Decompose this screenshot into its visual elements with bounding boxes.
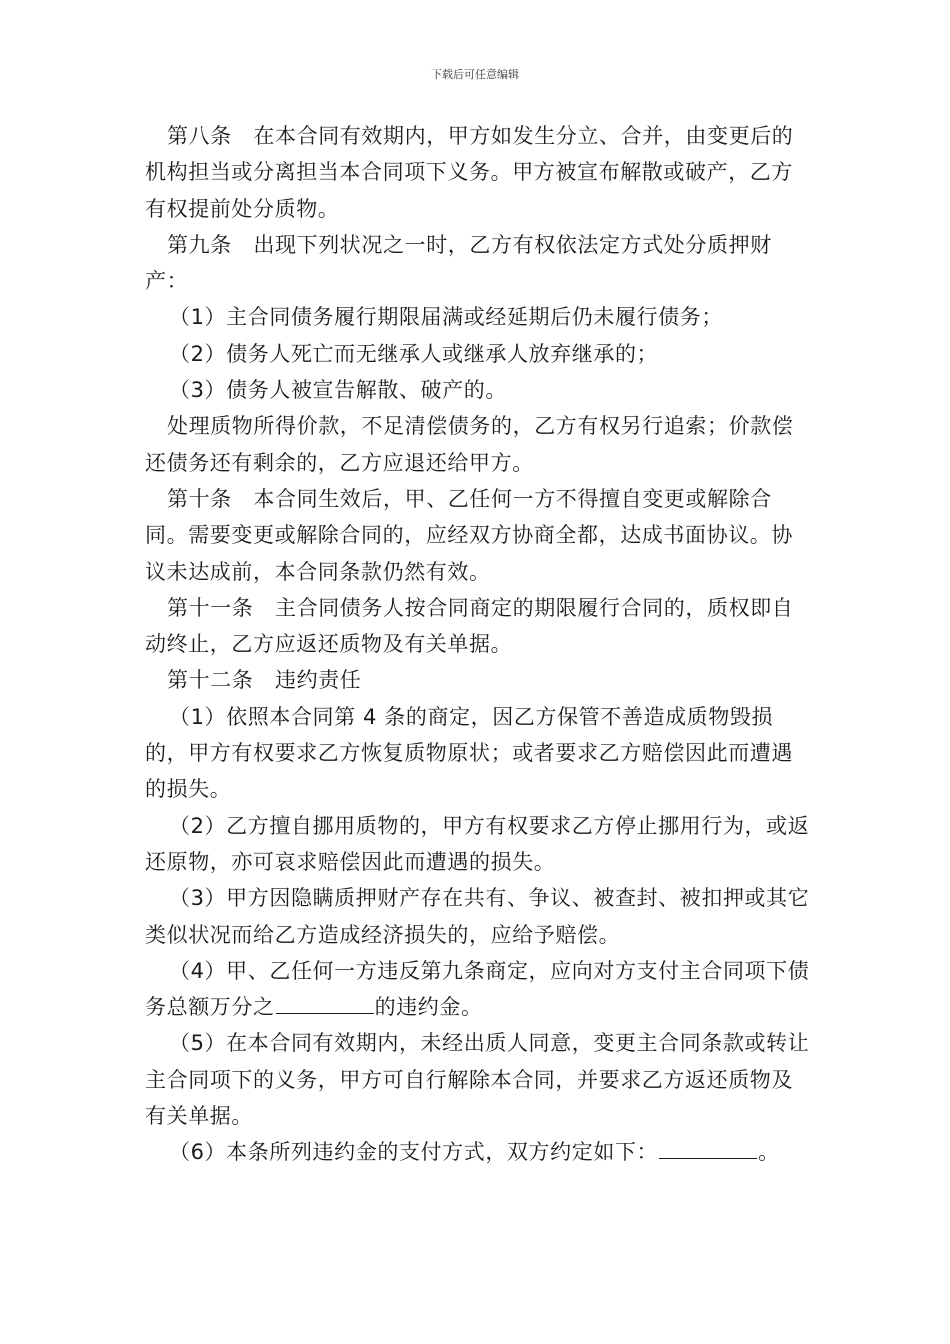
article-12-item-4 [145, 953, 813, 1026]
contract-body [145, 118, 813, 1171]
article-12-item-6-text-before: （6）本条所列违约金的支付方式，双方约定如下： [169, 1140, 659, 1165]
article-12-item-3: （3）甲方因隐瞒质押财产存在共有、争议、被查封、被扣押或其它类似状况而给乙方造成经济损失的，应给予赔偿。 [145, 886, 810, 947]
page-header: 下载后可任意编辑 [431, 68, 519, 81]
article-10: 第十条 本合同生效后，甲、乙任何一方不得擅自变更或解除合同。需要变更或解除合同的，应经双方协商全都，达成书面协议。协议未达成前，本合同条款仍然有效。 [145, 486, 793, 584]
article-8: 第八条 在本合同有效期内，甲方如发生分立、合并，由变更后的机构担当或分离担当本合同项下义务。甲方被宣布解散或破产，乙方有权提前处分质物。 [145, 124, 794, 221]
article-12-item-2: （2）乙方擅自挪用质物的，甲方有权要求乙方停止挪用行为，或返还原物，亦可哀求赔偿因此而遭遇的损失。 [145, 813, 810, 874]
article-9-item-1: （1）主合同债务履行期限届满或经延期后仍未履行债务； [169, 305, 723, 330]
fill-in-blank-penalty-rate[interactable] [276, 993, 374, 1014]
article-12-item-4-text-before: （4）甲、乙任何一方违反第九条商定，应向对方支付主合同项下债务总额万分之 [145, 958, 810, 1020]
article-9: 第九条 出现下列状况之一时，乙方有权依法定方式处分质押财产： [145, 232, 772, 294]
article-12-heading: 第十二条 违约责任 [167, 668, 362, 693]
article-12-item-5: （5）在本合同有效期内，未经出质人同意，变更主合同条款或转让主合同项下的义务，甲方可自行解除本合同，并要求乙方返还质物及有关单据。 [145, 1031, 810, 1129]
article-11: 第十一条 主合同债务人按合同商定的期限履行合同的，质权即自动终止，乙方应返还质物及有关单据。 [145, 595, 794, 657]
fill-in-blank-payment-method[interactable] [659, 1138, 757, 1159]
article-12-item-6-text-after: 。 [758, 1140, 780, 1165]
article-9-note: 处理质物所得价款，不足清偿债务的，乙方有权另行追索；价款偿还债务还有剩余的，乙方应退还给甲方。 [145, 414, 794, 475]
article-12-item-1: （1）依照本合同第 4 条的商定，因乙方保管不善造成质物毁损的，甲方有权要求乙方恢复质物原状；或者要求乙方赔偿因此而遭遇的损失。 [145, 704, 793, 802]
article-9-item-2: （2）债务人死亡而无继承人或继承人放弃继承的； [169, 341, 659, 366]
article-9-item-3: （3）债务人被宣告解散、破产的。 [169, 378, 507, 403]
article-12-item-6 [145, 1134, 813, 1170]
article-12-item-4-text-after: 的违约金。 [374, 995, 483, 1020]
